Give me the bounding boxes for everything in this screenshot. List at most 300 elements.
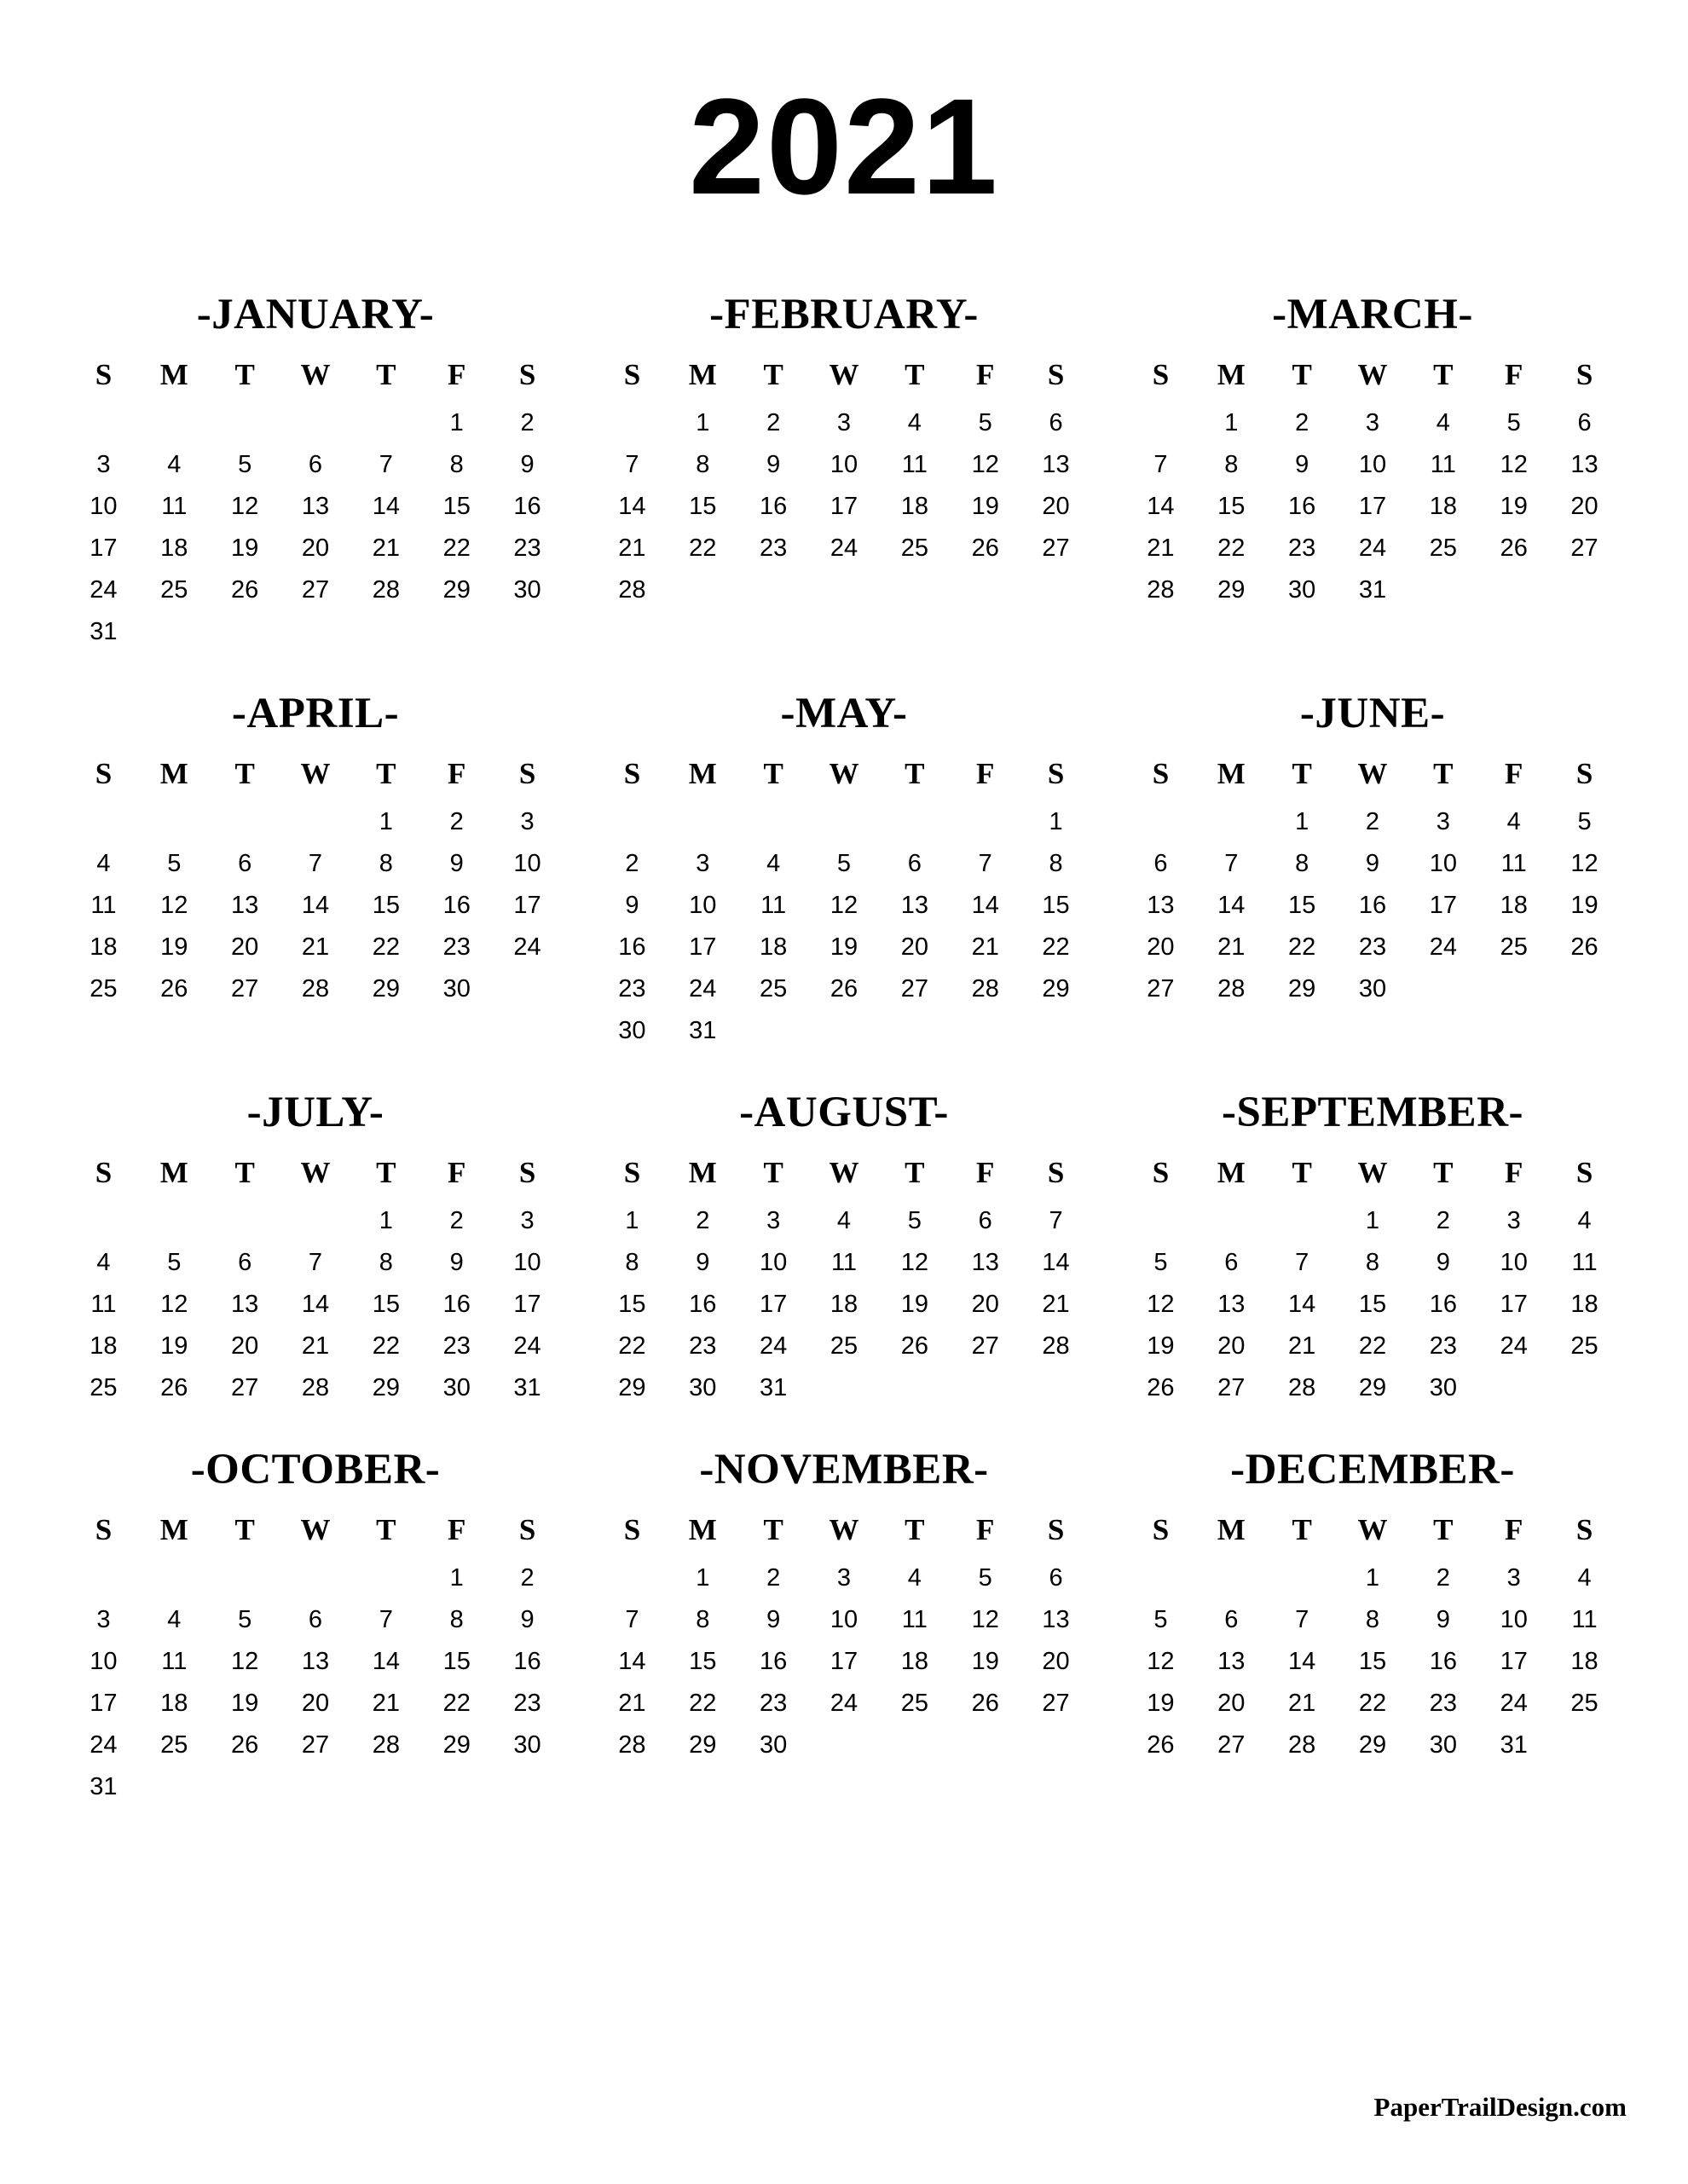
day-cell[interactable]: 27 [1217,1374,1246,1401]
day-cell[interactable]: 7 [379,1606,393,1633]
day-cell[interactable]: 22 [1358,1332,1387,1360]
day-cell[interactable]: 4 [167,1606,182,1633]
day-cell[interactable]: 25 [160,576,188,604]
day-cell[interactable]: 29 [442,1731,471,1759]
day-cell[interactable]: 19 [160,933,188,961]
day-cell[interactable]: 28 [372,576,400,604]
day-cell[interactable]: 12 [971,1606,999,1633]
day-cell[interactable]: 11 [760,892,787,919]
day-cell[interactable]: 10 [90,1648,118,1675]
day-cell[interactable]: 3 [1506,1564,1521,1592]
day-cell[interactable]: 8 [449,451,464,478]
day-cell[interactable]: 4 [1506,808,1521,835]
day-cell[interactable]: 28 [618,1731,646,1759]
day-cell[interactable]: 10 [760,1249,788,1276]
day-cell[interactable]: 14 [1042,1249,1070,1276]
day-cell[interactable]: 13 [301,493,330,520]
day-cell[interactable]: 17 [689,933,717,961]
day-cell[interactable]: 1 [449,1564,464,1592]
day-cell[interactable]: 18 [160,1690,188,1717]
day-cell[interactable]: 28 [1288,1731,1316,1759]
day-cell[interactable]: 1 [449,409,464,436]
day-cell[interactable]: 18 [90,1332,118,1360]
day-cell[interactable]: 8 [1365,1249,1380,1276]
day-cell[interactable]: 3 [1436,808,1450,835]
day-cell[interactable]: 1 [1365,1564,1380,1592]
day-cell[interactable]: 2 [766,1564,781,1592]
day-cell[interactable]: 2 [766,409,781,436]
day-cell[interactable]: 28 [1217,975,1246,1002]
day-cell[interactable]: 5 [1506,409,1521,436]
day-cell[interactable]: 7 [625,1606,639,1633]
day-cell[interactable]: 8 [379,1249,393,1276]
day-cell[interactable]: 6 [1153,850,1168,877]
day-cell[interactable]: 11 [901,451,928,478]
day-cell[interactable]: 13 [1217,1291,1246,1318]
day-cell[interactable]: 30 [513,1731,541,1759]
day-cell[interactable]: 22 [689,534,717,562]
day-cell[interactable]: 30 [513,576,541,604]
day-cell[interactable]: 19 [900,1291,928,1318]
day-cell[interactable]: 24 [689,975,717,1002]
day-cell[interactable]: 21 [1288,1690,1316,1717]
day-cell[interactable]: 5 [978,409,992,436]
day-cell[interactable]: 29 [689,1731,717,1759]
day-cell[interactable]: 15 [1288,892,1316,919]
day-cell[interactable]: 4 [907,409,922,436]
day-cell[interactable]: 1 [625,1207,639,1234]
day-cell[interactable]: 13 [231,892,259,919]
day-cell[interactable]: 19 [971,1648,999,1675]
day-cell[interactable]: 21 [301,1332,330,1360]
day-cell[interactable]: 14 [1217,892,1246,919]
day-cell[interactable]: 9 [1436,1249,1450,1276]
day-cell[interactable]: 8 [696,451,710,478]
day-cell[interactable]: 20 [1217,1332,1246,1360]
day-cell[interactable]: 11 [901,1606,928,1633]
day-cell[interactable]: 12 [1570,850,1598,877]
day-cell[interactable]: 21 [372,1690,400,1717]
day-cell[interactable]: 7 [978,850,992,877]
day-cell[interactable]: 9 [449,1249,464,1276]
day-cell[interactable]: 19 [160,1332,188,1360]
day-cell[interactable]: 21 [618,1690,646,1717]
day-cell[interactable]: 9 [766,451,781,478]
day-cell[interactable]: 3 [96,451,111,478]
day-cell[interactable]: 15 [618,1291,646,1318]
day-cell[interactable]: 14 [372,1648,400,1675]
day-cell[interactable]: 23 [760,1690,788,1717]
day-cell[interactable]: 14 [1288,1291,1316,1318]
day-cell[interactable]: 23 [1429,1332,1457,1360]
day-cell[interactable]: 5 [836,850,852,877]
day-cell[interactable]: 27 [301,1731,330,1759]
day-cell[interactable]: 21 [1217,933,1246,961]
day-cell[interactable]: 12 [231,493,259,520]
day-cell[interactable]: 21 [1147,534,1175,562]
day-cell[interactable]: 29 [372,975,400,1002]
day-cell[interactable]: 31 [90,618,118,645]
day-cell[interactable]: 27 [231,1374,259,1401]
day-cell[interactable]: 23 [760,534,788,562]
day-cell[interactable]: 5 [238,1606,252,1633]
day-cell[interactable]: 2 [1436,1207,1450,1234]
day-cell[interactable]: 28 [301,1374,330,1401]
day-cell[interactable]: 5 [1153,1249,1168,1276]
day-cell[interactable]: 18 [1570,1291,1598,1318]
day-cell[interactable]: 29 [618,1374,646,1401]
day-cell[interactable]: 25 [1429,534,1457,562]
day-cell[interactable]: 29 [1217,576,1246,604]
day-cell[interactable]: 12 [1500,451,1528,478]
day-cell[interactable]: 10 [830,1606,858,1633]
day-cell[interactable]: 4 [96,850,111,877]
day-cell[interactable]: 6 [238,850,252,877]
day-cell[interactable]: 7 [1153,451,1168,478]
day-cell[interactable]: 7 [308,850,323,877]
day-cell[interactable]: 17 [830,493,858,520]
day-cell[interactable]: 22 [1042,933,1070,961]
day-cell[interactable]: 27 [971,1332,999,1360]
day-cell[interactable]: 16 [1358,892,1387,919]
day-cell[interactable]: 14 [971,892,999,919]
day-cell[interactable]: 20 [1042,493,1070,520]
day-cell[interactable]: 24 [1500,1690,1528,1717]
day-cell[interactable]: 8 [379,850,393,877]
day-cell[interactable]: 27 [1042,534,1070,562]
day-cell[interactable]: 30 [1358,975,1387,1002]
day-cell[interactable]: 1 [379,808,393,835]
day-cell[interactable]: 2 [1295,409,1309,436]
day-cell[interactable]: 13 [301,1648,330,1675]
day-cell[interactable]: 5 [167,850,182,877]
day-cell[interactable]: 8 [625,1249,639,1276]
day-cell[interactable]: 18 [830,1291,858,1318]
day-cell[interactable]: 19 [1500,493,1528,520]
day-cell[interactable]: 8 [449,1606,464,1633]
day-cell[interactable]: 17 [1429,892,1457,919]
day-cell[interactable]: 21 [1042,1291,1070,1318]
day-cell[interactable]: 24 [513,1332,541,1360]
day-cell[interactable]: 15 [1358,1648,1387,1675]
day-cell[interactable]: 6 [1224,1606,1239,1633]
day-cell[interactable]: 7 [379,451,393,478]
day-cell[interactable]: 29 [442,576,471,604]
day-cell[interactable]: 14 [618,493,646,520]
day-cell[interactable]: 17 [760,1291,788,1318]
day-cell[interactable]: 24 [513,933,541,961]
day-cell[interactable]: 1 [379,1207,393,1234]
day-cell[interactable]: 3 [520,808,535,835]
day-cell[interactable]: 14 [618,1648,646,1675]
day-cell[interactable]: 28 [1147,576,1175,604]
day-cell[interactable]: 12 [971,451,999,478]
day-cell[interactable]: 24 [90,1731,118,1759]
day-cell[interactable]: 9 [449,850,464,877]
day-cell[interactable]: 1 [1365,1207,1380,1234]
day-cell[interactable]: 27 [900,975,928,1002]
day-cell[interactable]: 23 [1288,534,1316,562]
day-cell[interactable]: 12 [160,1291,188,1318]
day-cell[interactable]: 2 [520,409,535,436]
day-cell[interactable]: 3 [520,1207,535,1234]
day-cell[interactable]: 2 [1365,808,1380,835]
day-cell[interactable]: 3 [696,850,710,877]
day-cell[interactable]: 19 [830,933,858,961]
day-cell[interactable]: 8 [1295,850,1309,877]
day-cell[interactable]: 22 [372,1332,400,1360]
day-cell[interactable]: 26 [900,1332,928,1360]
day-cell[interactable]: 29 [372,1374,400,1401]
day-cell[interactable]: 30 [618,1017,646,1044]
day-cell[interactable]: 6 [1224,1249,1239,1276]
day-cell[interactable]: 9 [1436,1606,1450,1633]
day-cell[interactable]: 24 [1429,933,1457,961]
day-cell[interactable]: 24 [760,1332,788,1360]
day-cell[interactable]: 23 [513,534,541,562]
day-cell[interactable]: 24 [830,1690,858,1717]
day-cell[interactable]: 9 [625,892,639,919]
day-cell[interactable]: 25 [1500,933,1528,961]
day-cell[interactable]: 22 [689,1690,717,1717]
day-cell[interactable]: 14 [301,892,330,919]
day-cell[interactable]: 17 [1500,1291,1528,1318]
day-cell[interactable]: 28 [971,975,999,1002]
day-cell[interactable]: 22 [1217,534,1246,562]
day-cell[interactable]: 28 [1288,1374,1316,1401]
day-cell[interactable]: 31 [1500,1731,1528,1759]
day-cell[interactable]: 26 [1147,1374,1175,1401]
day-cell[interactable]: 26 [971,1690,999,1717]
day-cell[interactable]: 22 [618,1332,646,1360]
day-cell[interactable]: 2 [696,1207,710,1234]
day-cell[interactable]: 10 [90,493,118,520]
day-cell[interactable]: 26 [830,975,858,1002]
day-cell[interactable]: 27 [301,576,330,604]
day-cell[interactable]: 6 [308,451,323,478]
day-cell[interactable]: 16 [513,493,541,520]
day-cell[interactable]: 3 [766,1207,781,1234]
day-cell[interactable]: 3 [1365,409,1380,436]
day-cell[interactable]: 15 [1042,892,1070,919]
day-cell[interactable]: 10 [1500,1606,1528,1633]
day-cell[interactable]: 17 [90,1690,118,1717]
day-cell[interactable]: 12 [231,1648,259,1675]
day-cell[interactable]: 24 [830,534,858,562]
day-cell[interactable]: 13 [1042,1606,1070,1633]
day-cell[interactable]: 15 [372,892,400,919]
day-cell[interactable]: 2 [1436,1564,1450,1592]
day-cell[interactable]: 3 [836,1564,852,1592]
day-cell[interactable]: 7 [308,1249,323,1276]
day-cell[interactable]: 23 [442,1332,471,1360]
day-cell[interactable]: 25 [1570,1690,1598,1717]
day-cell[interactable]: 29 [1042,975,1070,1002]
day-cell[interactable]: 25 [830,1332,858,1360]
day-cell[interactable]: 3 [96,1606,111,1633]
day-cell[interactable]: 11 [90,892,117,919]
day-cell[interactable]: 25 [900,1690,928,1717]
day-cell[interactable]: 21 [971,933,999,961]
day-cell[interactable]: 18 [760,933,788,961]
day-cell[interactable]: 13 [1570,451,1598,478]
day-cell[interactable]: 25 [900,534,928,562]
day-cell[interactable]: 27 [1217,1731,1246,1759]
day-cell[interactable]: 10 [513,1249,541,1276]
day-cell[interactable]: 10 [689,892,717,919]
day-cell[interactable]: 18 [160,534,188,562]
day-cell[interactable]: 16 [1288,493,1316,520]
day-cell[interactable]: 8 [1224,451,1239,478]
day-cell[interactable]: 11 [1430,451,1456,478]
day-cell[interactable]: 18 [90,933,118,961]
day-cell[interactable]: 4 [907,1564,922,1592]
day-cell[interactable]: 13 [231,1291,259,1318]
day-cell[interactable]: 6 [978,1207,992,1234]
day-cell[interactable]: 27 [1570,534,1598,562]
day-cell[interactable]: 4 [96,1249,111,1276]
day-cell[interactable]: 23 [513,1690,541,1717]
day-cell[interactable]: 29 [1358,1731,1387,1759]
day-cell[interactable]: 25 [160,1731,188,1759]
day-cell[interactable]: 17 [513,892,541,919]
day-cell[interactable]: 19 [1147,1332,1175,1360]
day-cell[interactable]: 2 [449,808,464,835]
day-cell[interactable]: 26 [1147,1731,1175,1759]
day-cell[interactable]: 22 [372,933,400,961]
day-cell[interactable]: 15 [1217,493,1246,520]
day-cell[interactable]: 30 [1288,576,1316,604]
day-cell[interactable]: 19 [231,1690,259,1717]
day-cell[interactable]: 7 [1295,1606,1309,1633]
day-cell[interactable]: 22 [1288,933,1316,961]
day-cell[interactable]: 16 [1429,1291,1457,1318]
day-cell[interactable]: 28 [301,975,330,1002]
day-cell[interactable]: 21 [372,534,400,562]
day-cell[interactable]: 20 [1147,933,1175,961]
day-cell[interactable]: 7 [1224,850,1239,877]
day-cell[interactable]: 11 [1571,1249,1598,1276]
day-cell[interactable]: 20 [900,933,928,961]
day-cell[interactable]: 20 [971,1291,999,1318]
day-cell[interactable]: 11 [90,1291,117,1318]
day-cell[interactable]: 24 [90,576,118,604]
day-cell[interactable]: 9 [1365,850,1380,877]
day-cell[interactable]: 5 [907,1207,922,1234]
day-cell[interactable]: 30 [760,1731,788,1759]
day-cell[interactable]: 14 [301,1291,330,1318]
day-cell[interactable]: 13 [1217,1648,1246,1675]
day-cell[interactable]: 5 [238,451,252,478]
day-cell[interactable]: 15 [442,1648,471,1675]
day-cell[interactable]: 27 [1042,1690,1070,1717]
day-cell[interactable]: 23 [1429,1690,1457,1717]
day-cell[interactable]: 8 [1365,1606,1380,1633]
day-cell[interactable]: 30 [689,1374,717,1401]
day-cell[interactable]: 30 [1429,1731,1457,1759]
day-cell[interactable]: 11 [161,1648,188,1675]
day-cell[interactable]: 30 [442,975,471,1002]
day-cell[interactable]: 5 [978,1564,992,1592]
day-cell[interactable]: 14 [1288,1648,1316,1675]
day-cell[interactable]: 10 [513,850,541,877]
day-cell[interactable]: 26 [231,1731,259,1759]
day-cell[interactable]: 17 [1500,1648,1528,1675]
day-cell[interactable]: 4 [766,850,781,877]
day-cell[interactable]: 21 [301,933,330,961]
day-cell[interactable]: 25 [90,1374,118,1401]
day-cell[interactable]: 31 [513,1374,541,1401]
day-cell[interactable]: 20 [1570,493,1598,520]
day-cell[interactable]: 19 [1570,892,1598,919]
day-cell[interactable]: 31 [90,1773,118,1800]
day-cell[interactable]: 10 [1500,1249,1528,1276]
day-cell[interactable]: 6 [1049,1564,1063,1592]
day-cell[interactable]: 25 [90,975,118,1002]
day-cell[interactable]: 18 [900,493,928,520]
day-cell[interactable]: 15 [689,1648,717,1675]
day-cell[interactable]: 7 [1049,1207,1063,1234]
day-cell[interactable]: 9 [766,1606,781,1633]
day-cell[interactable]: 5 [1153,1606,1168,1633]
day-cell[interactable]: 22 [442,534,471,562]
day-cell[interactable]: 18 [1570,1648,1598,1675]
day-cell[interactable]: 12 [1147,1648,1175,1675]
day-cell[interactable]: 13 [1042,451,1070,478]
day-cell[interactable]: 6 [1577,409,1592,436]
day-cell[interactable]: 11 [830,1249,858,1276]
day-cell[interactable]: 16 [760,493,788,520]
day-cell[interactable]: 24 [1358,534,1387,562]
day-cell[interactable]: 23 [618,975,646,1002]
day-cell[interactable]: 13 [900,892,928,919]
day-cell[interactable]: 7 [625,451,639,478]
day-cell[interactable]: 20 [231,1332,259,1360]
day-cell[interactable]: 4 [836,1207,852,1234]
day-cell[interactable]: 27 [231,975,259,1002]
day-cell[interactable]: 20 [301,1690,330,1717]
day-cell[interactable]: 9 [1295,451,1309,478]
day-cell[interactable]: 9 [520,1606,535,1633]
day-cell[interactable]: 18 [900,1648,928,1675]
day-cell[interactable]: 26 [1500,534,1528,562]
day-cell[interactable]: 26 [160,975,188,1002]
day-cell[interactable]: 19 [971,493,999,520]
day-cell[interactable]: 20 [1042,1648,1070,1675]
day-cell[interactable]: 5 [1577,808,1592,835]
day-cell[interactable]: 22 [442,1690,471,1717]
day-cell[interactable]: 2 [449,1207,464,1234]
day-cell[interactable]: 29 [1288,975,1316,1002]
day-cell[interactable]: 20 [1217,1690,1246,1717]
day-cell[interactable]: 9 [696,1249,710,1276]
day-cell[interactable]: 23 [442,933,471,961]
day-cell[interactable]: 22 [1358,1690,1387,1717]
day-cell[interactable]: 24 [1500,1332,1528,1360]
day-cell[interactable]: 9 [520,451,535,478]
day-cell[interactable]: 5 [167,1249,182,1276]
day-cell[interactable]: 26 [971,534,999,562]
day-cell[interactable]: 1 [1295,808,1309,835]
day-cell[interactable]: 11 [161,493,188,520]
day-cell[interactable]: 16 [760,1648,788,1675]
day-cell[interactable]: 1 [1224,409,1239,436]
day-cell[interactable]: 16 [442,1291,471,1318]
day-cell[interactable]: 26 [1570,933,1598,961]
day-cell[interactable]: 30 [442,1374,471,1401]
day-cell[interactable]: 4 [1577,1564,1592,1592]
day-cell[interactable]: 14 [372,493,400,520]
